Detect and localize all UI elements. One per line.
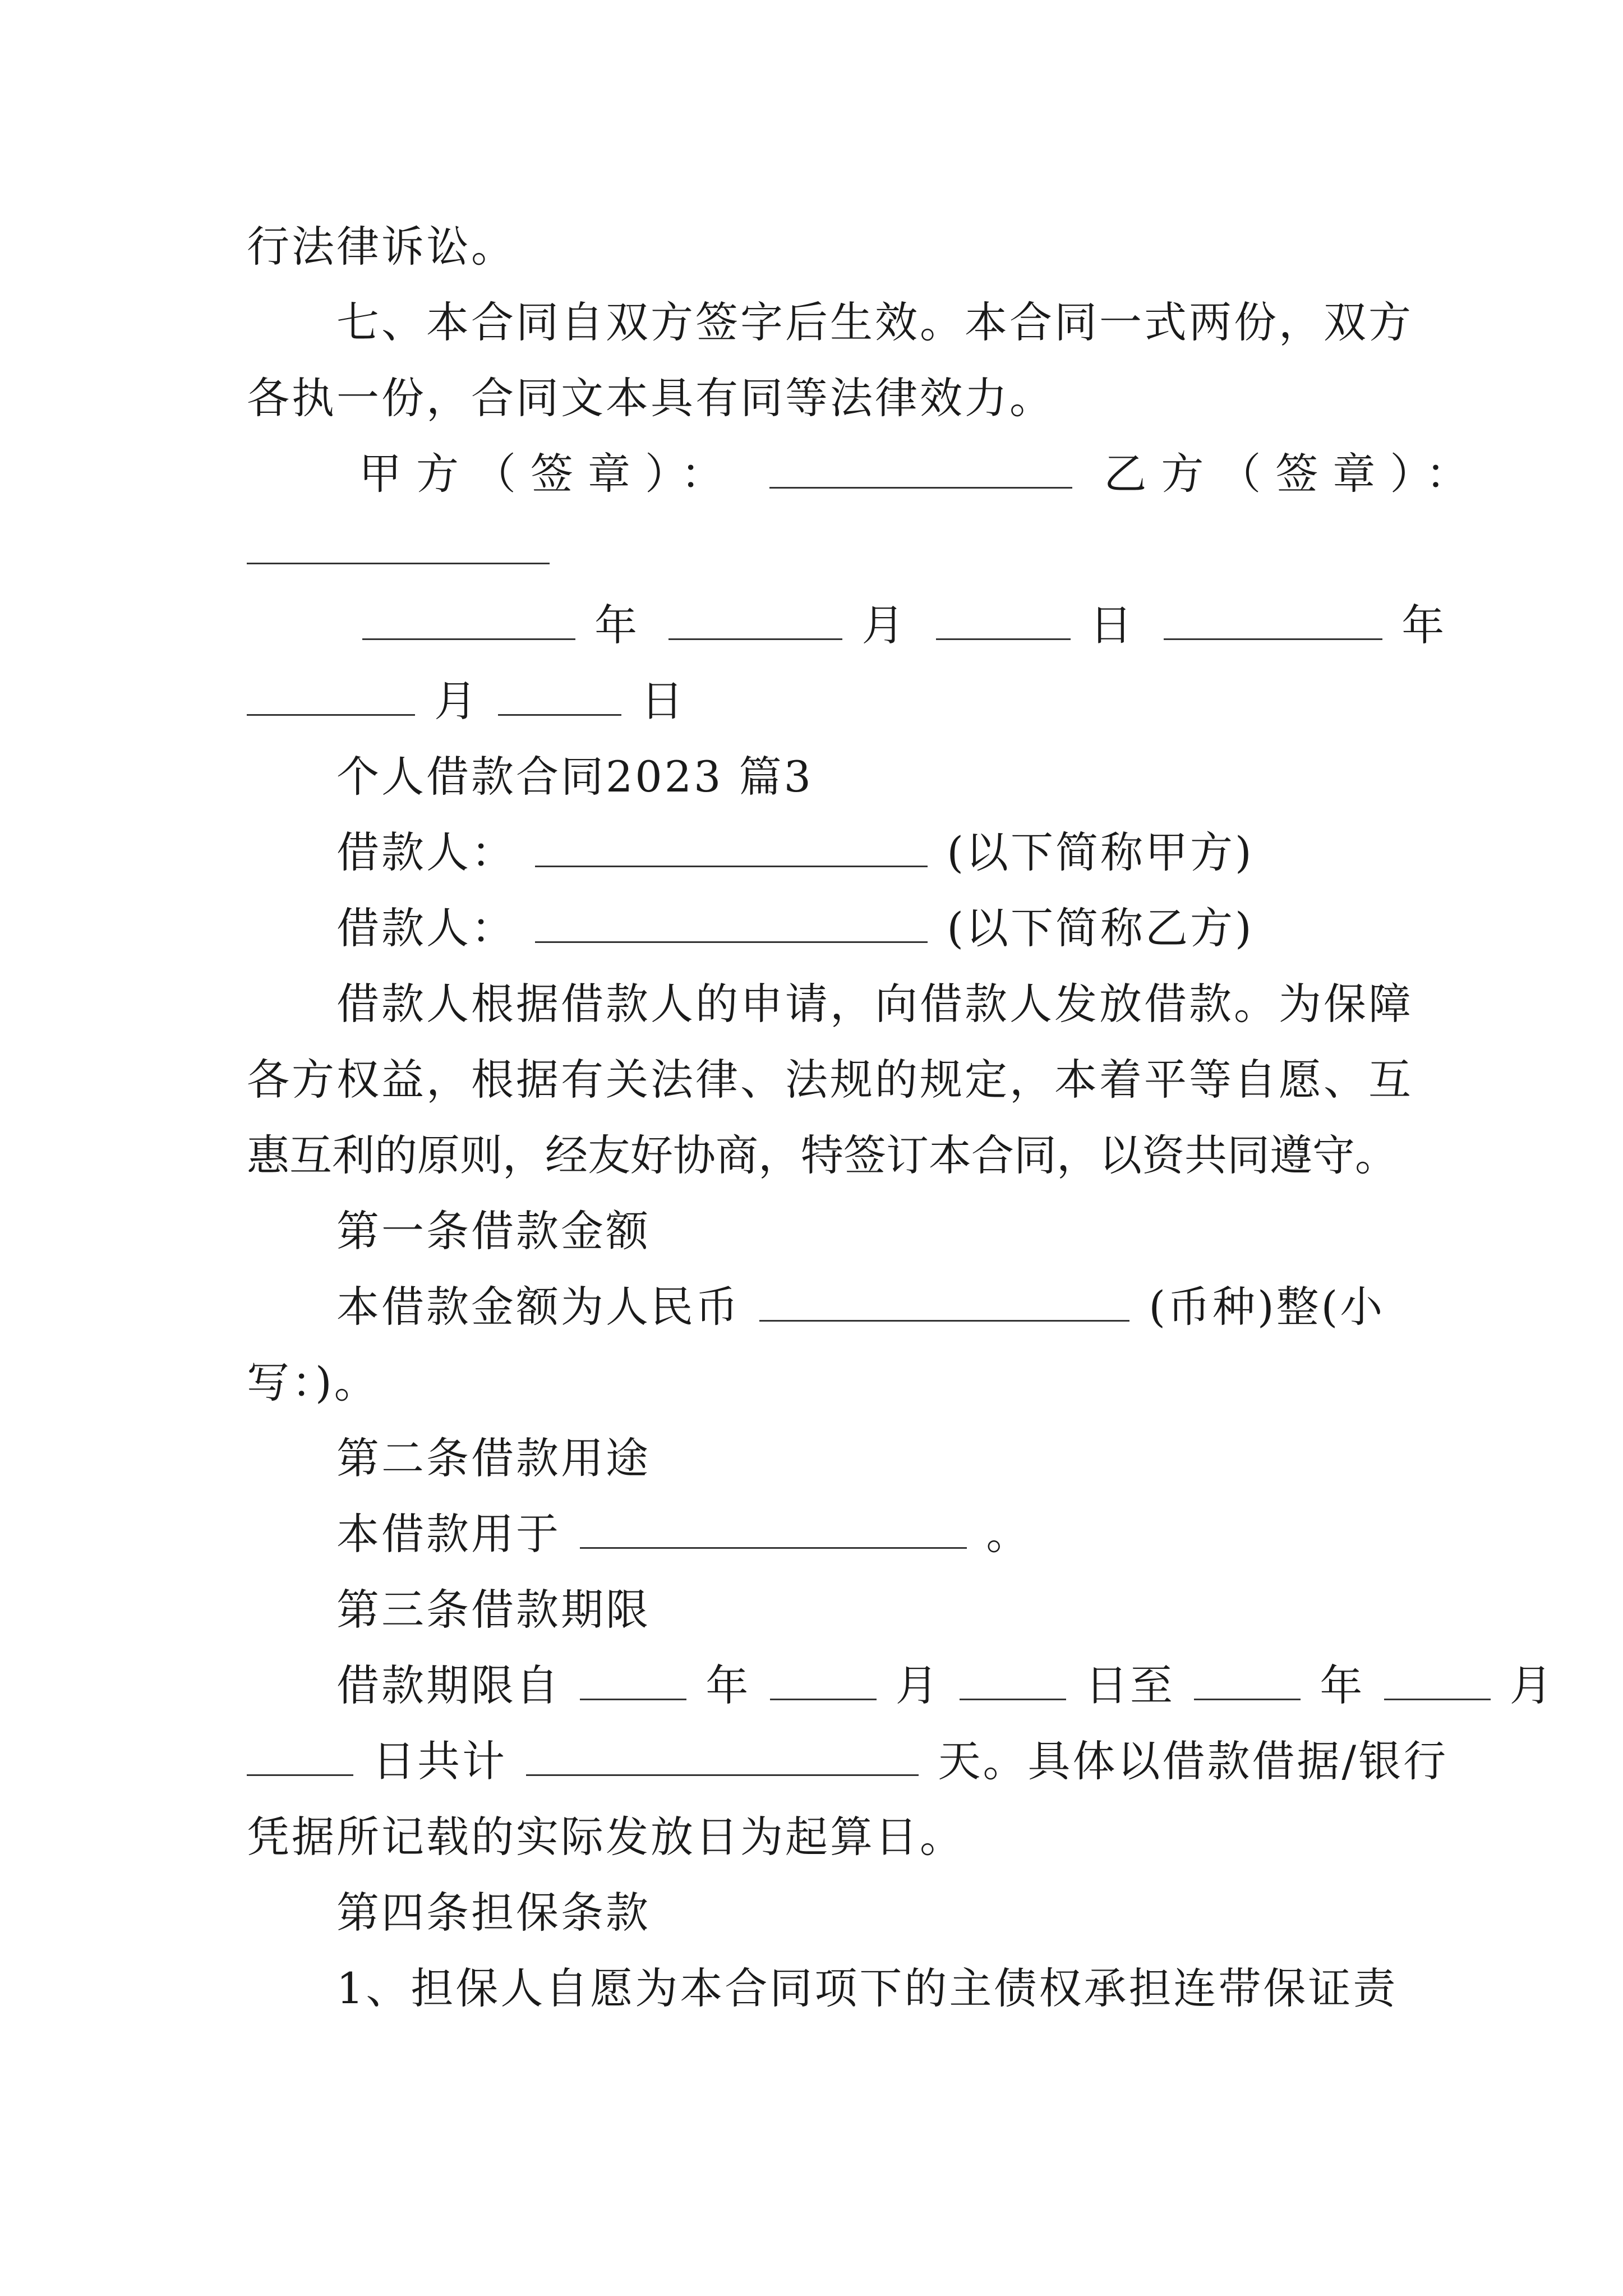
party-a-signature-label: 甲方（签章）： xyxy=(359,449,738,499)
end-month-blank[interactable] xyxy=(1384,1657,1491,1700)
party-b-signature-blank[interactable] xyxy=(247,521,550,564)
start-year-blank[interactable] xyxy=(580,1657,686,1700)
month-blank[interactable] xyxy=(668,597,842,640)
total-days-blank[interactable] xyxy=(526,1733,919,1776)
day-blank[interactable] xyxy=(936,597,1071,640)
article-2-title: 第二条借款用途 xyxy=(336,1433,651,1483)
year-blank[interactable] xyxy=(1164,597,1382,640)
text: 各方权益，根据有关法律、法规的规定，本着平等自愿、互 xyxy=(247,1055,1413,1105)
text: 月 xyxy=(1509,1660,1555,1710)
article-heading xyxy=(336,1198,1380,1265)
article-text xyxy=(247,1349,1380,1416)
text: 惠互利的原则，经友好协商，特签订本合同，以资共同遵守。 xyxy=(247,1130,1398,1180)
year-label: 年 xyxy=(594,600,640,650)
purpose-blank[interactable] xyxy=(580,1506,967,1549)
paragraph-line xyxy=(247,1122,1398,1189)
article-text xyxy=(336,1501,1380,1568)
signature-line xyxy=(359,440,1483,508)
article-heading xyxy=(336,1425,1380,1492)
text: 天。具体以借款借据/银行 xyxy=(938,1736,1449,1786)
start-day-blank[interactable] xyxy=(960,1657,1066,1700)
text: 借款期限自 xyxy=(336,1660,561,1710)
party-a-name-blank[interactable] xyxy=(535,824,928,867)
text-line xyxy=(247,213,1380,280)
text: 。 xyxy=(986,1509,1031,1559)
article-4-title: 第四条担保条款 xyxy=(336,1888,651,1938)
borrower-label: 借款人： xyxy=(336,827,516,877)
article-text xyxy=(247,1803,1380,1871)
year-label: 年 xyxy=(1401,600,1447,650)
text: 本借款金额为人民币 xyxy=(336,1282,740,1332)
paragraph-line xyxy=(336,970,1413,1038)
month-label: 月 xyxy=(861,600,907,650)
party-b-line xyxy=(336,895,1380,962)
party-a-signature-blank[interactable] xyxy=(769,445,1072,489)
end-day-blank[interactable] xyxy=(247,1733,353,1776)
heading-text: 个人借款合同2023 篇3 xyxy=(336,752,813,802)
text: 行法律诉讼。 xyxy=(247,222,516,272)
end-year-blank[interactable] xyxy=(1194,1657,1301,1700)
month-blank[interactable] xyxy=(247,673,415,716)
text: 七、本合同自双方签字后生效。本合同一式两份，双方 xyxy=(336,297,1413,347)
party-b-suffix: (以下简称乙方) xyxy=(947,903,1254,953)
amount-blank[interactable] xyxy=(759,1278,1129,1322)
text: 各执一份，合同文本具有同等法律效力。 xyxy=(247,373,1054,423)
text: 月 xyxy=(895,1660,940,1710)
article-1-title: 第一条借款金额 xyxy=(336,1206,651,1256)
date-line-cont xyxy=(247,668,1380,735)
day-label: 日 xyxy=(640,676,686,726)
text: 日共计 xyxy=(372,1736,508,1786)
article-text xyxy=(336,1955,1398,2022)
text: 本借款用于 xyxy=(336,1509,561,1559)
year-blank[interactable] xyxy=(362,597,575,640)
party-a-line xyxy=(336,819,1380,886)
article-heading xyxy=(336,1879,1380,1947)
text: (币种)整(小 xyxy=(1149,1282,1385,1332)
article-text xyxy=(247,1728,1449,1795)
signature-line-cont xyxy=(247,516,1380,583)
text: 年 xyxy=(706,1660,751,1710)
text: 写：)。 xyxy=(247,1358,379,1407)
day-label: 日 xyxy=(1089,600,1135,650)
borrower-label: 借款人： xyxy=(336,903,516,953)
start-month-blank[interactable] xyxy=(770,1657,877,1700)
month-label: 月 xyxy=(434,676,479,726)
text-line xyxy=(247,365,1380,432)
article-3-title: 第三条借款期限 xyxy=(336,1585,651,1635)
text: 凭据所记载的实际发放日为起算日。 xyxy=(247,1812,965,1862)
text: 1、担保人自愿为本合同项下的主债权承担连带保证责 xyxy=(336,1963,1398,2013)
paragraph-line xyxy=(247,1046,1413,1114)
article-text xyxy=(336,1652,1555,1719)
text: 借款人根据借款人的申请，向借款人发放借款。为保障 xyxy=(336,979,1413,1029)
article-heading xyxy=(336,1576,1380,1644)
party-b-signature-label: 乙方（签章）： xyxy=(1104,449,1483,499)
article-text xyxy=(336,1273,1385,1341)
party-a-suffix: (以下简称甲方) xyxy=(947,827,1254,877)
section-heading xyxy=(336,743,1380,811)
text: 年 xyxy=(1320,1660,1365,1710)
party-b-name-blank[interactable] xyxy=(535,900,928,943)
date-line xyxy=(359,592,1447,659)
text-line xyxy=(336,289,1413,356)
day-blank[interactable] xyxy=(498,673,621,716)
text: 日至 xyxy=(1085,1660,1175,1710)
